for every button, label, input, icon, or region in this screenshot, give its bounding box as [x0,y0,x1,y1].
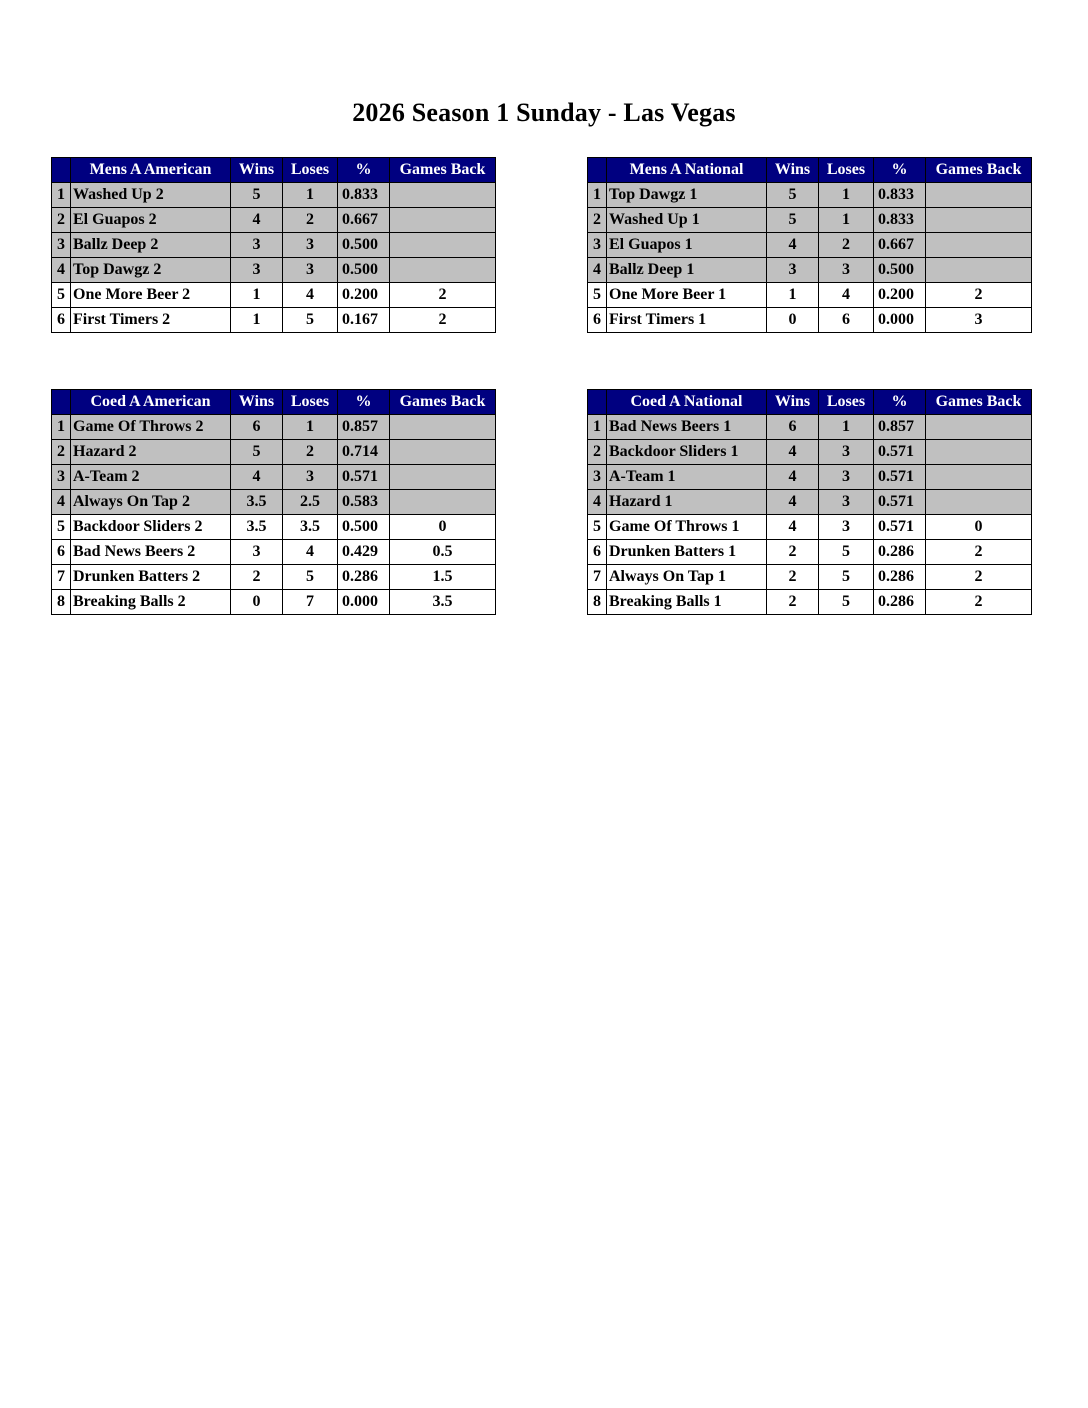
loses-header: Loses [283,158,338,183]
wins-cell: 4 [231,465,283,490]
wins-cell: 2 [767,540,819,565]
team-name-cell: A-Team 2 [71,465,231,490]
table-row [588,590,1032,615]
pct-cell: 0.833 [338,183,390,208]
rank-cell: 6 [52,540,71,565]
wins-cell: 3 [231,258,283,283]
team-name-cell: Always On Tap 2 [71,490,231,515]
table-row [588,440,1032,465]
games-back-cell: 2 [926,283,1032,308]
rank-cell: 1 [588,415,607,440]
loses-cell: 7 [283,590,338,615]
games-back-header: Games Back [926,390,1032,415]
team-name-cell: A-Team 1 [607,465,767,490]
pct-cell: 0.286 [874,565,926,590]
pct-cell: 0.571 [874,440,926,465]
header-row [588,158,1032,183]
wins-cell: 5 [231,440,283,465]
loses-cell: 1 [819,415,874,440]
team-name-cell: Top Dawgz 1 [607,183,767,208]
rank-cell: 1 [52,415,71,440]
rank-cell: 6 [52,308,71,333]
table-row [52,208,496,233]
games-back-cell [390,440,496,465]
loses-cell: 3 [283,233,338,258]
header-row [52,390,496,415]
rank-header [588,158,607,183]
loses-cell: 3 [283,258,338,283]
table-row [52,565,496,590]
pct-cell: 0.714 [338,440,390,465]
wins-cell: 0 [231,590,283,615]
games-back-cell [390,258,496,283]
team-name-cell: Hazard 1 [607,490,767,515]
table-row [52,490,496,515]
rank-cell: 8 [52,590,71,615]
table-row [588,415,1032,440]
team-name-cell: Washed Up 1 [607,208,767,233]
wins-cell: 4 [767,465,819,490]
games-back-cell [390,465,496,490]
team-name-cell: Drunken Batters 2 [71,565,231,590]
games-back-cell: 2 [926,540,1032,565]
wins-cell: 4 [231,208,283,233]
division-name: Coed A American [71,390,231,415]
wins-cell: 4 [767,515,819,540]
rank-cell: 8 [588,590,607,615]
loses-cell: 3 [819,258,874,283]
pct-cell: 0.667 [338,208,390,233]
table-row [588,183,1032,208]
rank-cell: 1 [588,183,607,208]
rank-cell: 4 [588,490,607,515]
loses-cell: 2 [283,208,338,233]
games-back-cell [926,490,1032,515]
games-back-cell: 0 [390,515,496,540]
loses-cell: 4 [283,283,338,308]
loses-cell: 3 [819,440,874,465]
header-row [588,390,1032,415]
pct-cell: 0.571 [874,515,926,540]
rank-cell: 5 [52,283,71,308]
team-name-cell: Game Of Throws 1 [607,515,767,540]
table-row [588,465,1032,490]
table-row [52,540,496,565]
loses-cell: 6 [819,308,874,333]
table-row [52,258,496,283]
rank-cell: 6 [588,308,607,333]
standings-table-coed-a-national [587,389,1032,615]
team-name-cell: Ballz Deep 2 [71,233,231,258]
pct-cell: 0.857 [874,415,926,440]
team-name-cell: Breaking Balls 1 [607,590,767,615]
pct-cell: 0.500 [338,258,390,283]
games-back-cell [390,233,496,258]
games-back-cell [926,183,1032,208]
rank-cell: 5 [588,515,607,540]
rank-cell: 2 [52,208,71,233]
pct-cell: 0.571 [874,490,926,515]
rank-header [588,390,607,415]
table-row [52,590,496,615]
loses-cell: 2 [819,233,874,258]
pct-cell: 0.286 [874,540,926,565]
team-name-cell: El Guapos 2 [71,208,231,233]
games-back-cell [926,258,1032,283]
standings-table-mens-a-national [587,157,1032,333]
team-name-cell: Ballz Deep 1 [607,258,767,283]
team-name-cell: Bad News Beers 1 [607,415,767,440]
games-back-header: Games Back [926,158,1032,183]
loses-cell: 5 [819,565,874,590]
games-back-cell [390,415,496,440]
team-name-cell: One More Beer 1 [607,283,767,308]
team-name-cell: Always On Tap 1 [607,565,767,590]
rank-cell: 3 [588,465,607,490]
table-row [588,490,1032,515]
rank-cell: 3 [52,465,71,490]
pct-cell: 0.167 [338,308,390,333]
games-back-cell: 3.5 [390,590,496,615]
table-row [588,308,1032,333]
games-back-cell [926,415,1032,440]
rank-cell: 2 [588,440,607,465]
wins-cell: 4 [767,490,819,515]
table-row [588,233,1032,258]
table-row [588,283,1032,308]
pct-header: % [338,390,390,415]
rank-header [52,158,71,183]
games-back-cell: 2 [390,283,496,308]
loses-header: Loses [819,158,874,183]
games-back-cell [926,233,1032,258]
wins-cell: 3 [767,258,819,283]
wins-cell: 2 [231,565,283,590]
rank-cell: 4 [588,258,607,283]
table-row [52,440,496,465]
rank-cell: 4 [52,490,71,515]
games-back-cell: 2 [926,590,1032,615]
table-row [588,258,1032,283]
table-row [52,515,496,540]
wins-header: Wins [767,390,819,415]
rank-cell: 2 [588,208,607,233]
team-name-cell: First Timers 1 [607,308,767,333]
rank-cell: 7 [52,565,71,590]
loses-cell: 3 [819,515,874,540]
wins-cell: 5 [767,208,819,233]
pct-cell: 0.833 [874,208,926,233]
team-name-cell: Washed Up 2 [71,183,231,208]
header-row [52,158,496,183]
wins-cell: 0 [767,308,819,333]
rank-cell: 6 [588,540,607,565]
wins-cell: 3 [231,540,283,565]
table-row [588,208,1032,233]
team-name-cell: One More Beer 2 [71,283,231,308]
wins-cell: 2 [767,565,819,590]
standings-table-coed-a-american [51,389,496,615]
pct-cell: 0.286 [338,565,390,590]
loses-cell: 2.5 [283,490,338,515]
division-name: Mens A National [607,158,767,183]
division-name: Coed A National [607,390,767,415]
rank-cell: 4 [52,258,71,283]
pct-cell: 0.500 [874,258,926,283]
games-back-cell [926,465,1032,490]
rank-header [52,390,71,415]
wins-cell: 3.5 [231,490,283,515]
table-row [52,415,496,440]
wins-cell: 2 [767,590,819,615]
team-name-cell: Backdoor Sliders 2 [71,515,231,540]
rank-cell: 1 [52,183,71,208]
wins-header: Wins [767,158,819,183]
pct-cell: 0.200 [874,283,926,308]
pct-cell: 0.500 [338,233,390,258]
team-name-cell: Hazard 2 [71,440,231,465]
rank-cell: 2 [52,440,71,465]
loses-cell: 2 [283,440,338,465]
games-back-cell: 2 [390,308,496,333]
table-row [52,183,496,208]
wins-cell: 3.5 [231,515,283,540]
team-name-cell: El Guapos 1 [607,233,767,258]
wins-cell: 5 [231,183,283,208]
pct-cell: 0.000 [874,308,926,333]
wins-header: Wins [231,158,283,183]
wins-header: Wins [231,390,283,415]
team-name-cell: Backdoor Sliders 1 [607,440,767,465]
table-row [588,540,1032,565]
games-back-header: Games Back [390,158,496,183]
team-name-cell: Top Dawgz 2 [71,258,231,283]
pct-header: % [874,158,926,183]
loses-cell: 3 [819,490,874,515]
rank-cell: 3 [588,233,607,258]
division-name: Mens A American [71,158,231,183]
loses-cell: 1 [819,208,874,233]
wins-cell: 4 [767,440,819,465]
loses-cell: 1 [819,183,874,208]
pct-cell: 0.583 [338,490,390,515]
pct-cell: 0.286 [874,590,926,615]
team-name-cell: Breaking Balls 2 [71,590,231,615]
loses-cell: 5 [819,590,874,615]
table-row [52,233,496,258]
loses-cell: 5 [283,308,338,333]
page-title: 2026 Season 1 Sunday - Las Vegas [352,98,736,127]
loses-cell: 1 [283,183,338,208]
games-back-cell: 1.5 [390,565,496,590]
team-name-cell: Bad News Beers 2 [71,540,231,565]
loses-header: Loses [283,390,338,415]
pct-cell: 0.000 [338,590,390,615]
loses-cell: 3 [819,465,874,490]
loses-cell: 4 [819,283,874,308]
wins-cell: 5 [767,183,819,208]
games-back-cell [926,440,1032,465]
wins-cell: 1 [767,283,819,308]
table-row [52,283,496,308]
table-row [52,308,496,333]
pct-cell: 0.833 [874,183,926,208]
loses-header: Loses [819,390,874,415]
team-name-cell: First Timers 2 [71,308,231,333]
games-back-cell [926,208,1032,233]
games-back-cell: 0.5 [390,540,496,565]
rank-cell: 7 [588,565,607,590]
table-row [588,515,1032,540]
games-back-cell: 2 [926,565,1032,590]
rank-cell: 3 [52,233,71,258]
loses-cell: 1 [283,415,338,440]
pct-cell: 0.571 [874,465,926,490]
loses-cell: 5 [283,565,338,590]
wins-cell: 1 [231,308,283,333]
wins-cell: 6 [231,415,283,440]
rank-cell: 5 [52,515,71,540]
rank-cell: 5 [588,283,607,308]
wins-cell: 1 [231,283,283,308]
table-row [588,565,1032,590]
pct-cell: 0.500 [338,515,390,540]
pct-cell: 0.429 [338,540,390,565]
games-back-header: Games Back [390,390,496,415]
loses-cell: 3 [283,465,338,490]
pct-header: % [874,390,926,415]
pct-header: % [338,158,390,183]
team-name-cell: Game Of Throws 2 [71,415,231,440]
wins-cell: 6 [767,415,819,440]
wins-cell: 4 [767,233,819,258]
games-back-cell [390,183,496,208]
wins-cell: 3 [231,233,283,258]
table-row [52,465,496,490]
pct-cell: 0.200 [338,283,390,308]
loses-cell: 5 [819,540,874,565]
games-back-cell [390,490,496,515]
games-back-cell [390,208,496,233]
team-name-cell: Drunken Batters 1 [607,540,767,565]
loses-cell: 3.5 [283,515,338,540]
loses-cell: 4 [283,540,338,565]
games-back-cell: 0 [926,515,1032,540]
pct-cell: 0.857 [338,415,390,440]
games-back-cell: 3 [926,308,1032,333]
pct-cell: 0.571 [338,465,390,490]
standings-table-mens-a-american [51,157,496,333]
pct-cell: 0.667 [874,233,926,258]
